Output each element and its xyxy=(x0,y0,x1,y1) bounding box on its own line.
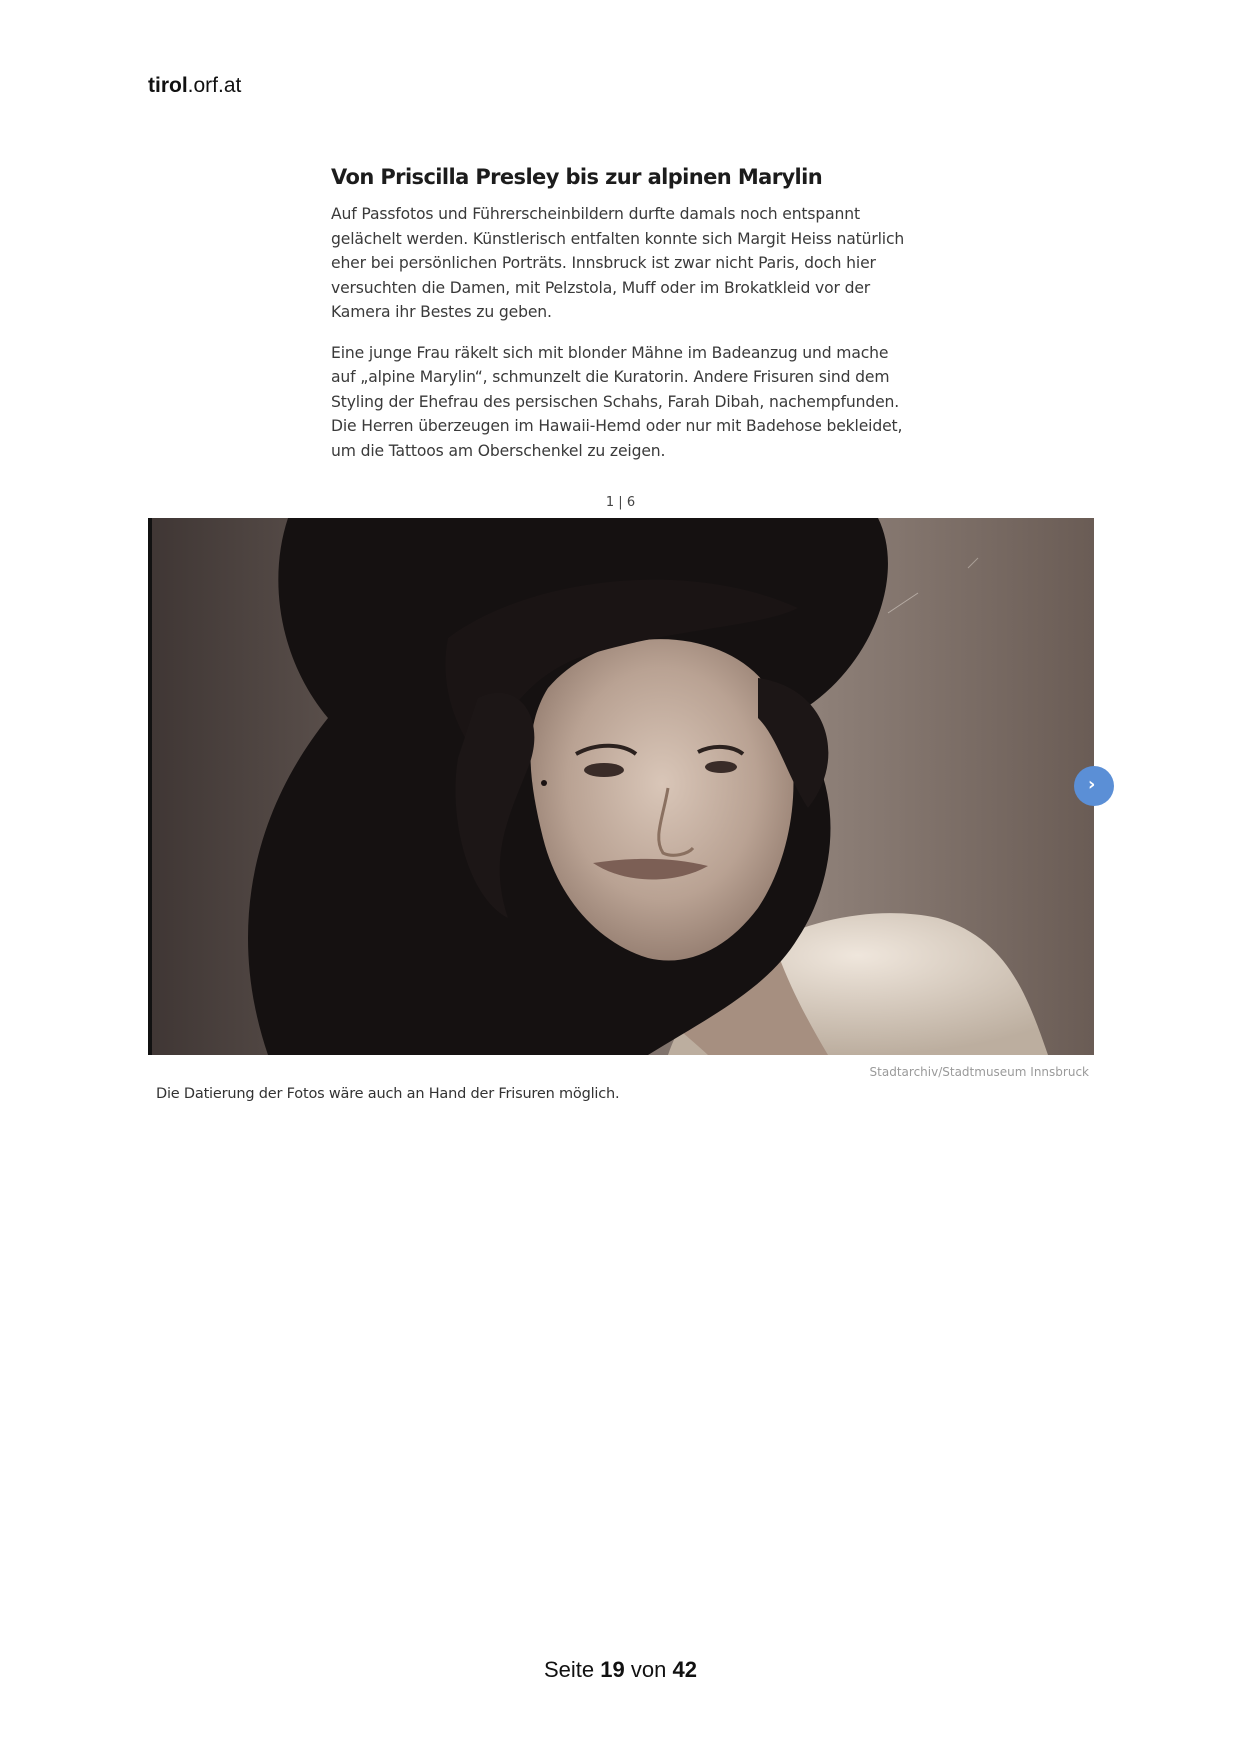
brand-bold: tirol xyxy=(148,74,188,97)
page-total: 42 xyxy=(672,1657,697,1682)
photo-credit: Stadtarchiv/Stadtmuseum Innsbruck xyxy=(869,1065,1089,1079)
photo-caption: Die Datierung der Fotos wäre auch an Hand der Frisuren möglich. xyxy=(156,1086,620,1102)
article xyxy=(331,162,911,479)
page-number xyxy=(0,1657,1241,1683)
article-paragraph-1: Auf Passfotos und Führerscheinbildern durfte damals noch entspannt gelächelt werden. Künstlerisch entfalten konnte sich Margit Heiss natürlich eher bei persönlichen Porträts. Innsbruck ist zwar nicht Paris, doch hier versuchten die Damen, mit Pelzstola, Muff oder im Brokatkleid vor der Kamera ihr Bestes zu geben. xyxy=(331,205,905,321)
brand-domain: .orf.at xyxy=(187,74,242,97)
portrait-photo xyxy=(148,518,1094,1055)
chevron-right-icon: › xyxy=(1088,774,1096,795)
site-brand xyxy=(148,74,241,98)
page-current: 19 xyxy=(600,1657,625,1682)
gallery-photo[interactable] xyxy=(148,518,1094,1055)
page-prefix: Seite xyxy=(544,1657,595,1682)
gallery-counter: 1 | 6 xyxy=(605,495,636,510)
gallery-next-button[interactable] xyxy=(1074,766,1114,806)
article-title: Von Priscilla Presley bis zur alpinen Marylin xyxy=(331,165,823,189)
article-paragraph-2: Eine junge Frau räkelt sich mit blonder Mähne im Badeanzug und mache auf „alpine Marylin“, schmunzelt die Kuratorin. Andere Frisuren sind dem Styling der Ehefrau des persischen Schahs, Farah Dibah, nachempfunden. Die Herren überzeugen im Hawaii-Hemd oder nur mit Badehose bekleidet, um die Tattoos am Oberschenkel zu zeigen. xyxy=(331,343,903,460)
page-middle: von xyxy=(630,1657,667,1682)
